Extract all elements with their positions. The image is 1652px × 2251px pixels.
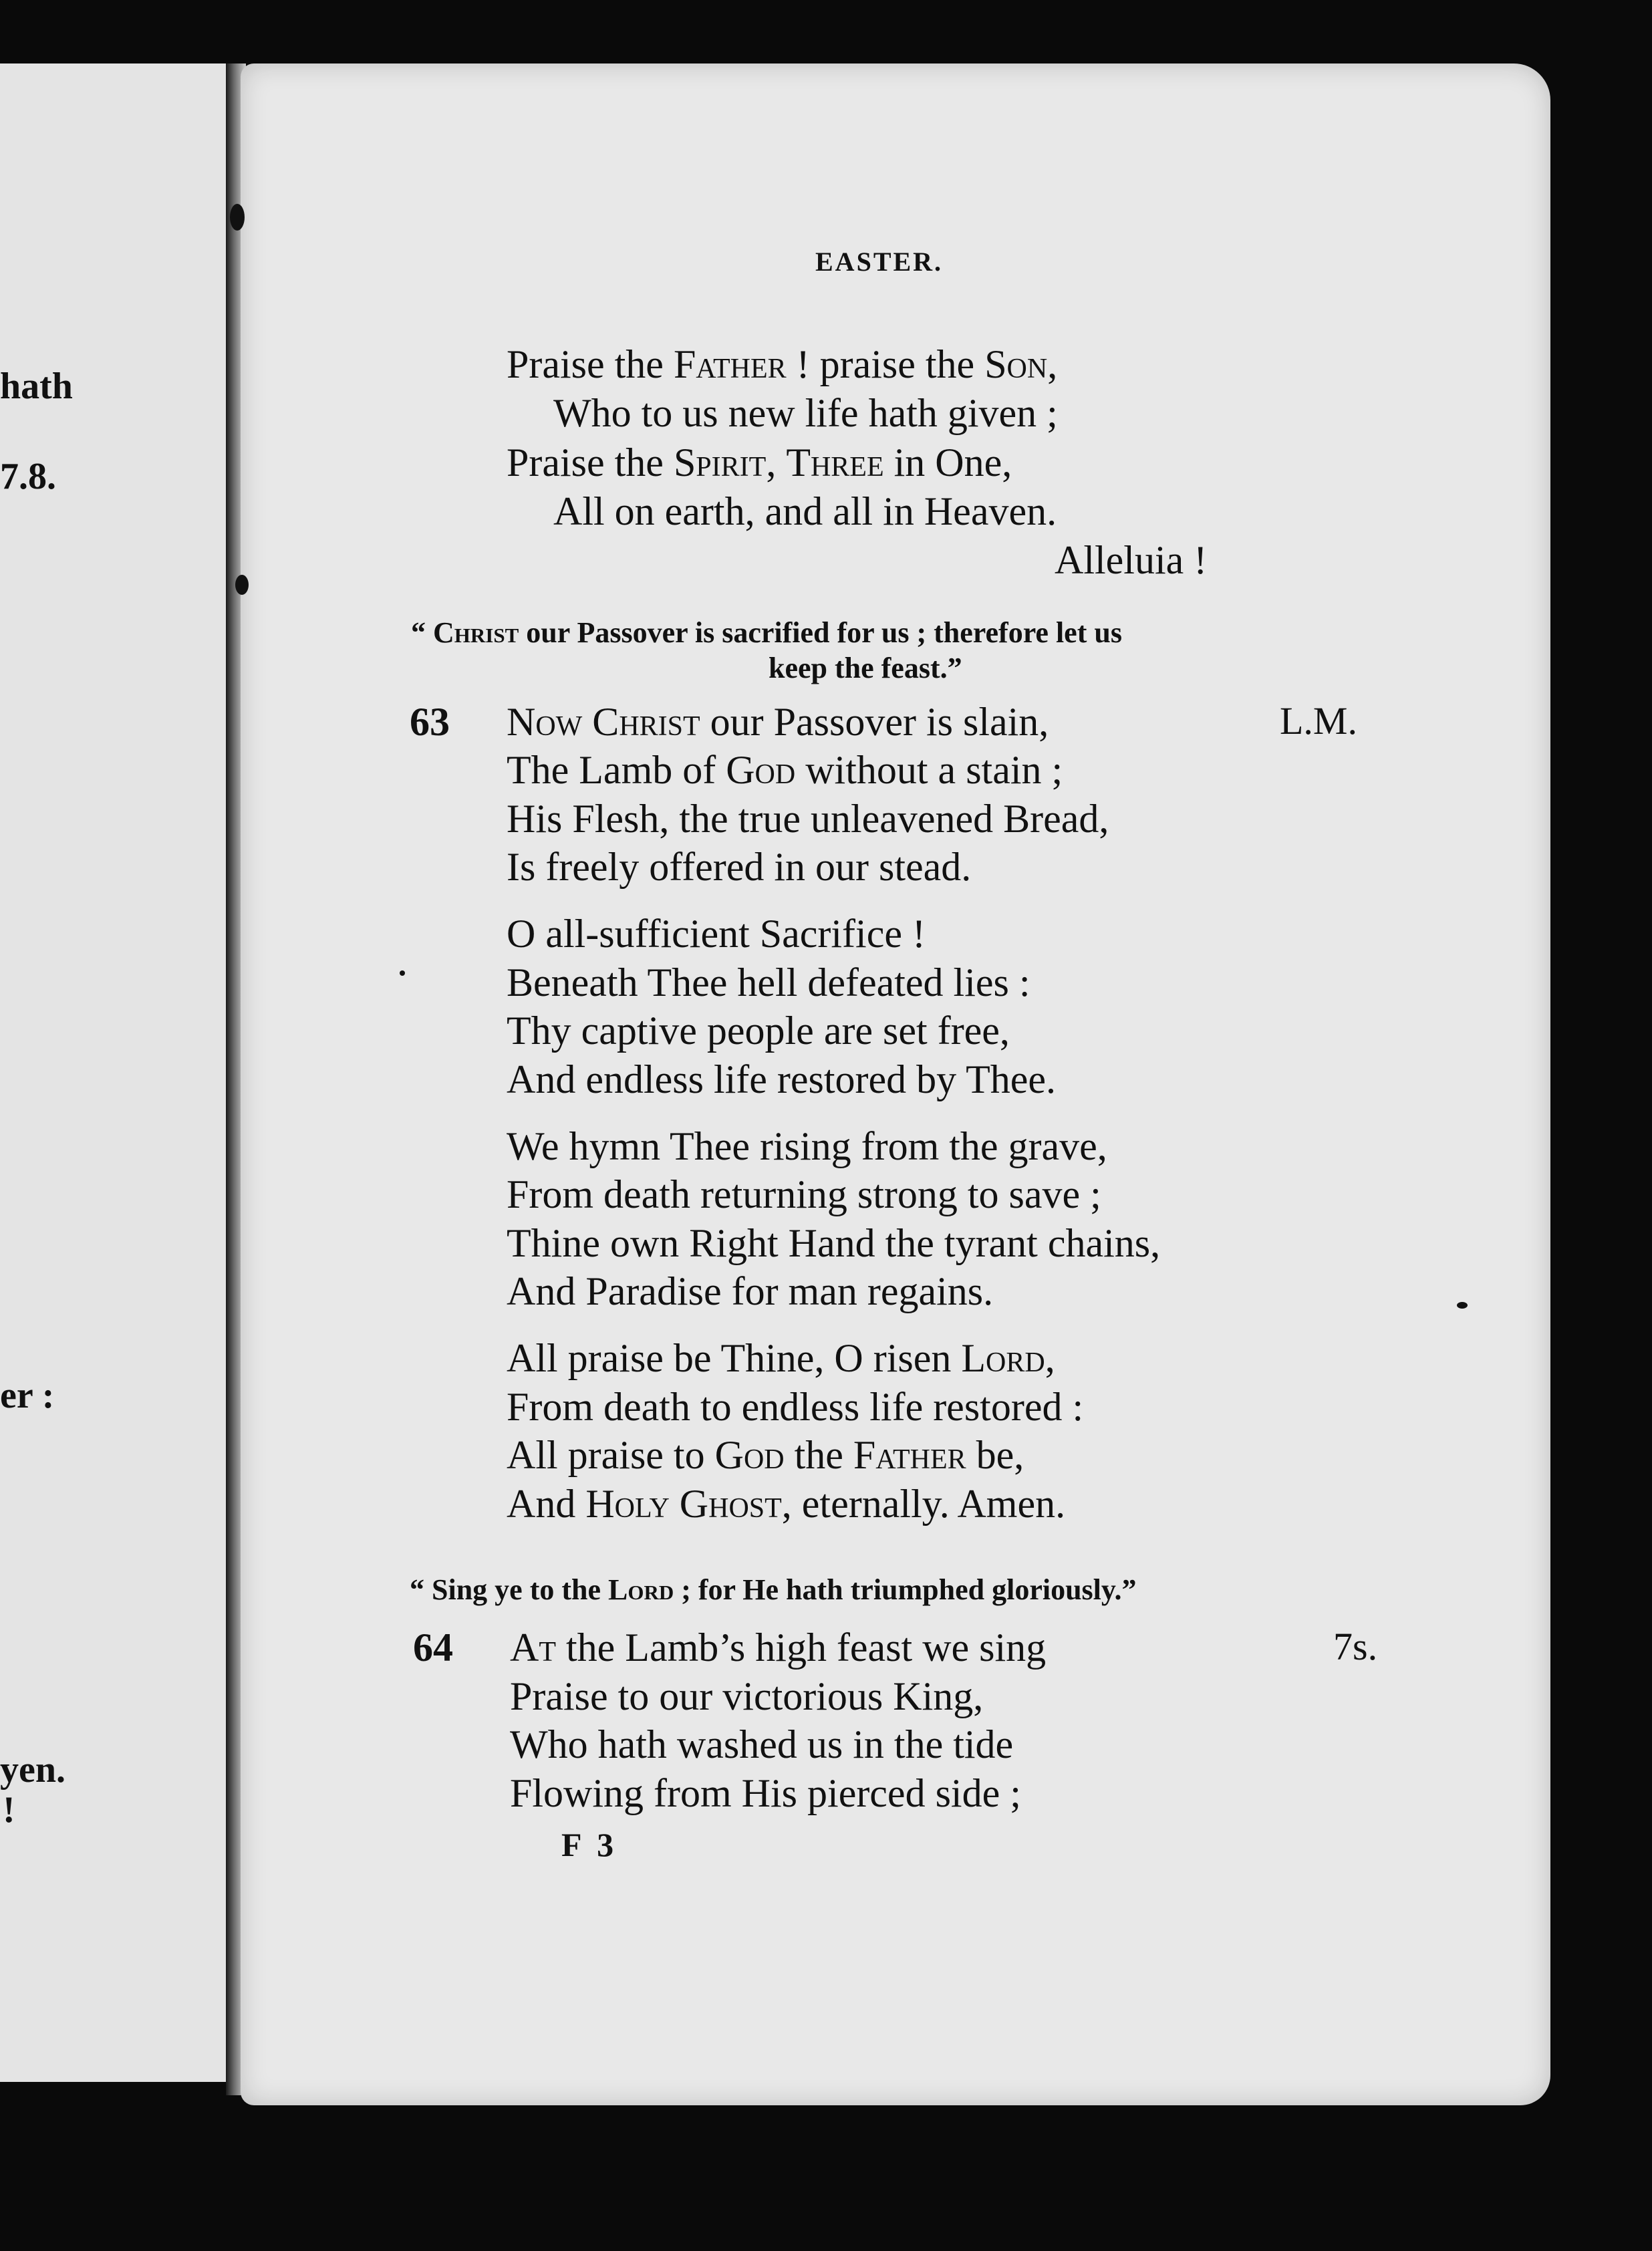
- left-edge-fragment: 7.8.: [0, 456, 56, 497]
- small-caps-word: God: [726, 748, 796, 792]
- verse-line: Is freely offered in our stead.: [507, 845, 972, 889]
- verse-line: Thine own Right Hand the tyrant chains,: [507, 1221, 1161, 1265]
- verse-line: And Holy Ghost, eternally. Amen.: [507, 1482, 1066, 1526]
- left-edge-fragment: hath: [0, 366, 73, 407]
- hymn-number: 63: [410, 700, 450, 744]
- small-caps-word: Spirit: [673, 440, 767, 485]
- left-edge-fragment: yen.: [0, 1749, 65, 1791]
- signature-mark: F 3: [561, 1826, 618, 1863]
- small-caps-word: Lord: [961, 1336, 1045, 1380]
- verse-line: We hymn Thee rising from the grave,: [507, 1124, 1107, 1168]
- hymn-meter: L.M.: [1280, 699, 1357, 743]
- verse-line: His Flesh, the true unleavened Bread,: [507, 797, 1109, 841]
- left-page-edge: [0, 63, 233, 2082]
- small-caps-word: Son: [984, 342, 1048, 386]
- verse-line: From death to endless life restored :: [507, 1385, 1084, 1429]
- verse-line: And Paradise for man regains.: [507, 1269, 994, 1313]
- verse-line: Praise to our victorious King,: [510, 1674, 984, 1718]
- verse-line: Thy captive people are set free,: [507, 1009, 1010, 1053]
- small-caps-word: Now Christ: [507, 700, 700, 744]
- alleluia: Alleluia !: [1055, 538, 1208, 582]
- ink-speck: [1457, 1302, 1468, 1309]
- verse-line: Beneath Thee hell defeated lies :: [507, 960, 1030, 1005]
- ink-speck: [400, 970, 405, 976]
- verse-line: And endless life restored by Thee.: [507, 1057, 1056, 1101]
- left-edge-fragment: !: [3, 1789, 15, 1831]
- verse-line: At the Lamb’s high feast we sing: [510, 1625, 1047, 1670]
- small-caps-word: Christ: [433, 616, 519, 649]
- left-edge-fragment: er :: [0, 1375, 55, 1416]
- verse-line: Now Christ our Passover is slain,: [507, 700, 1049, 744]
- ink-speck: [235, 575, 249, 595]
- verse-line: From death returning strong to save ;: [507, 1172, 1101, 1216]
- small-caps-word: Three: [786, 440, 884, 485]
- small-caps-word: Father: [673, 342, 787, 386]
- small-caps-word: At: [510, 1625, 556, 1670]
- hymn-number: 64: [413, 1625, 453, 1670]
- verse-line: The Lamb of God without a stain ;: [507, 748, 1063, 792]
- hymn-epigraph: “ Sing ye to the Lord ; for He hath triumphed gloriously.”: [410, 1573, 1137, 1606]
- hymn-meter: 7s.: [1333, 1625, 1378, 1668]
- hymn-epigraph: keep the feast.”: [769, 652, 962, 684]
- verse-line: Who hath washed us in the tide: [510, 1722, 1014, 1766]
- verse-line: Praise the Father ! praise the Son,: [507, 342, 1058, 386]
- verse-line: All on earth, and all in Heaven.: [553, 489, 1057, 533]
- verse-line: Flowing from His pierced side ;: [510, 1771, 1021, 1815]
- small-caps-word: God: [714, 1433, 785, 1477]
- verse-line: All praise be Thine, O risen Lord,: [507, 1336, 1055, 1380]
- ink-speck: [230, 204, 245, 231]
- verse-line: Who to us new life hath given ;: [553, 391, 1058, 435]
- running-head: EASTER.: [815, 247, 944, 277]
- small-caps-word: Father: [853, 1433, 966, 1477]
- verse-line: All praise to God the Father be,: [507, 1433, 1024, 1477]
- hymn-epigraph: “ Christ our Passover is sacrified for us ; therefore let us: [411, 616, 1122, 649]
- verse-line: O all-sufficient Sacrifice !: [507, 912, 926, 956]
- small-caps-word: Holy Ghost: [585, 1482, 782, 1526]
- small-caps-word: Lord: [608, 1573, 674, 1606]
- verse-line: Praise the Spirit, Three in One,: [507, 440, 1012, 485]
